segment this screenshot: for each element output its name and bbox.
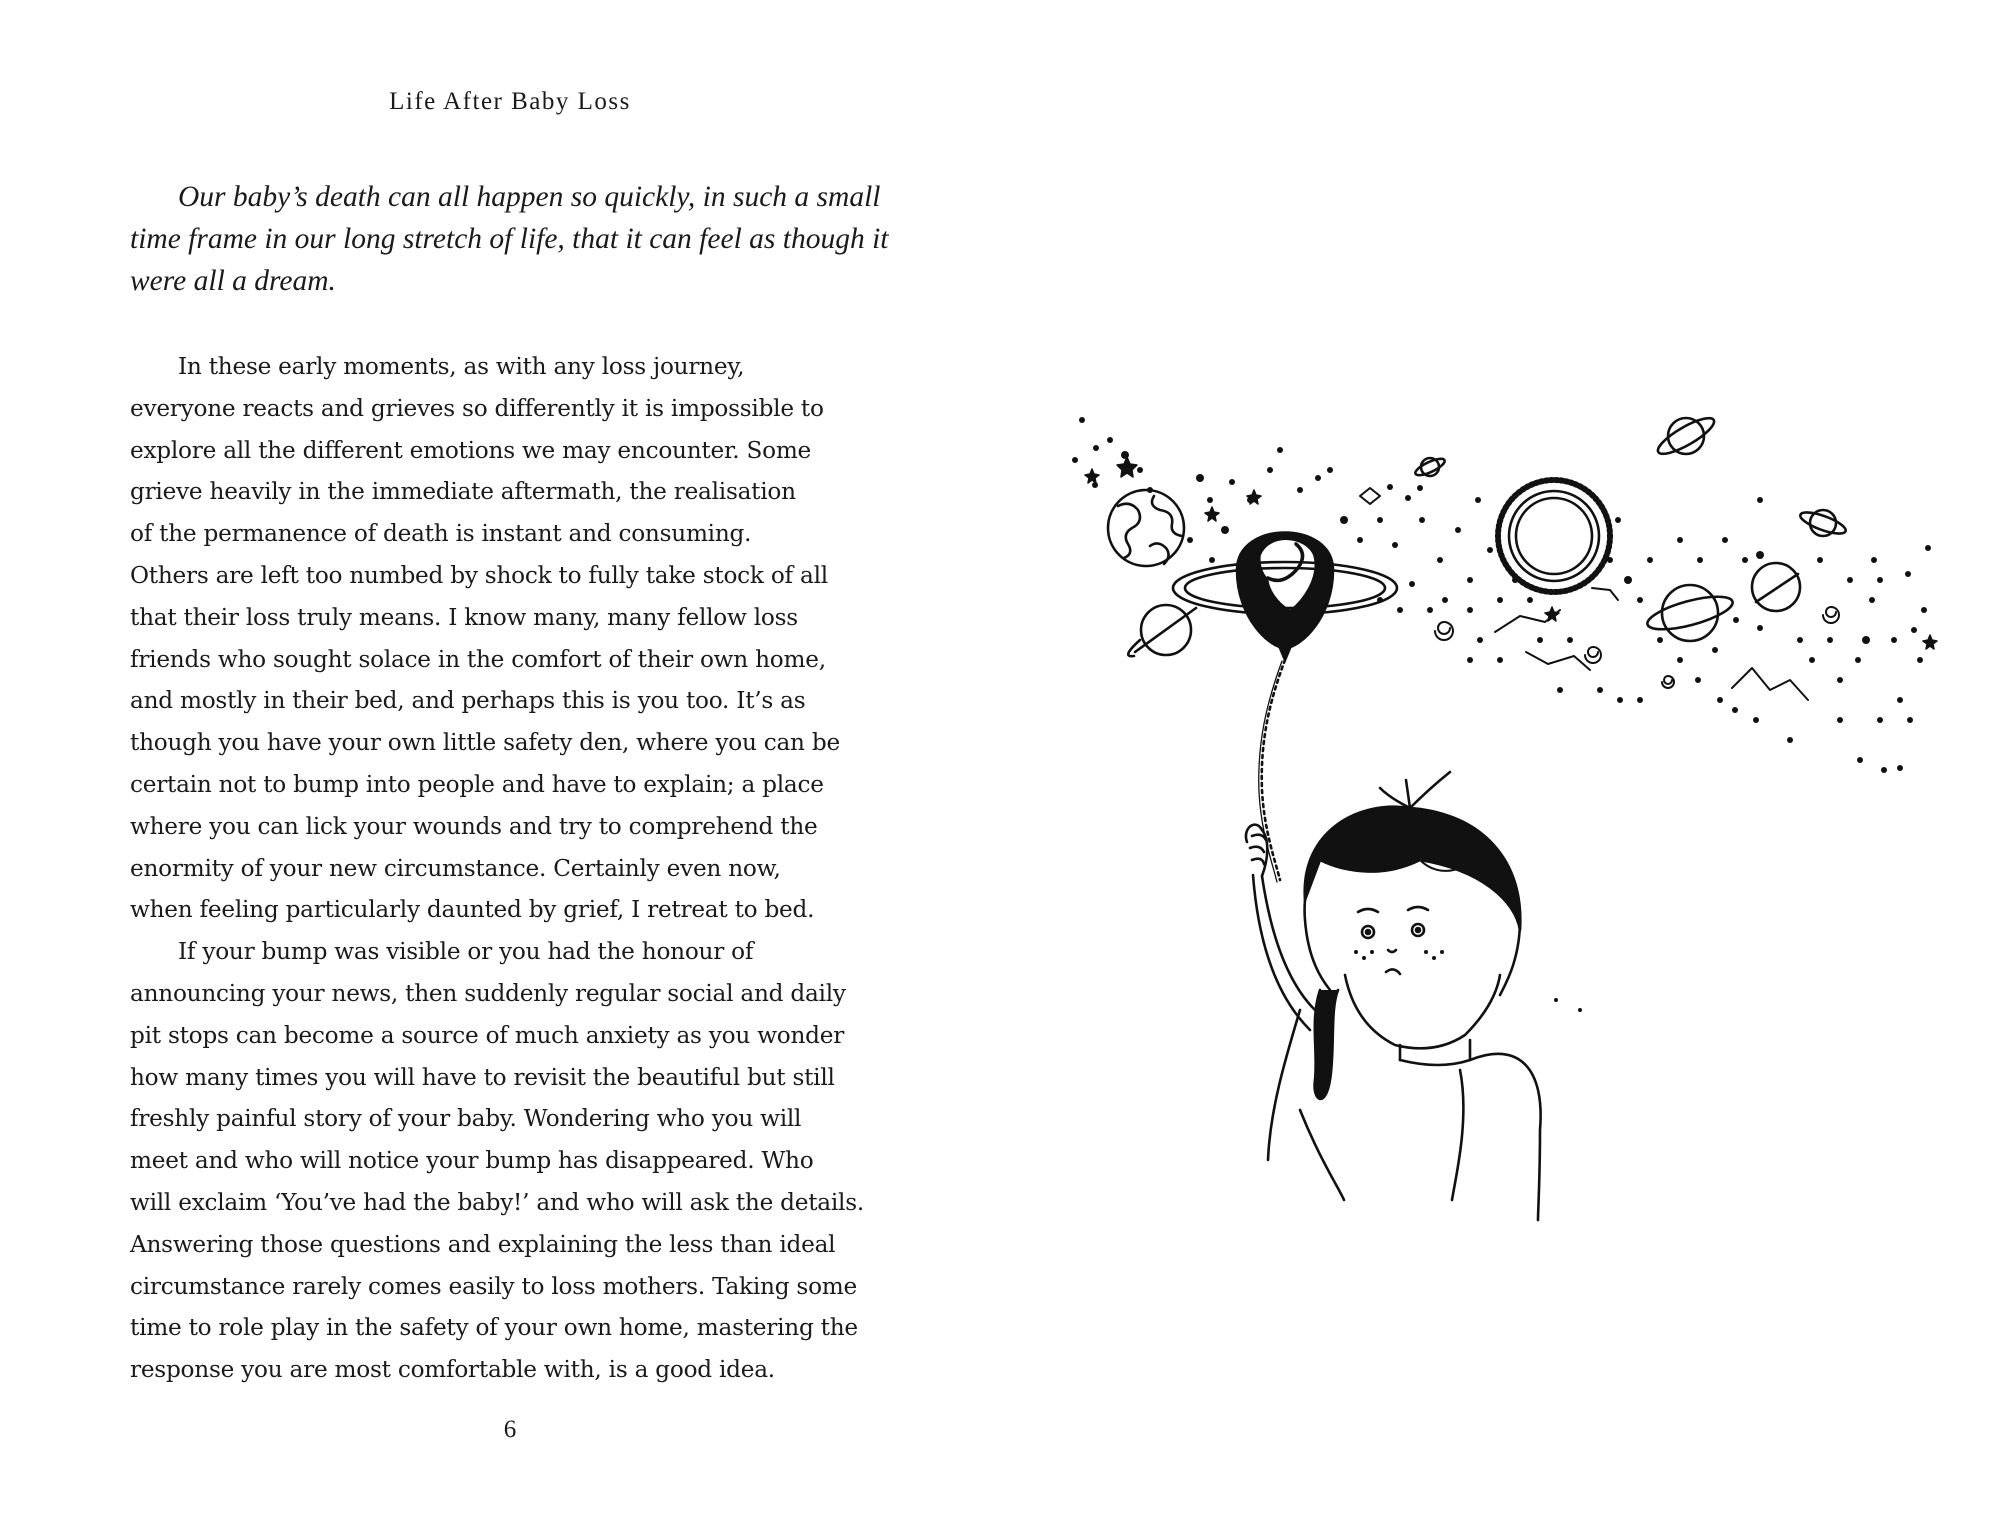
text-line: In these early moments, as with any loss journey,	[178, 353, 745, 380]
text-line: friends who sought solace in the comfort of their own home,	[130, 645, 826, 673]
text-line: freshly painful story of your baby. Wondering who you will	[130, 1105, 802, 1133]
planet-icon	[1752, 563, 1800, 611]
text-line: announcing your news, then suddenly regular social and daily	[130, 979, 846, 1007]
saturn-icon	[1644, 585, 1735, 641]
paragraph	[130, 931, 900, 1391]
earth-icon	[1108, 490, 1184, 566]
text-line: and mostly in their bed, and perhaps this is you too. It’s as	[130, 687, 806, 715]
star-dots	[1072, 417, 1931, 773]
text-line: If your bump was visible or you had the honour of	[178, 938, 754, 966]
text-line: how many times you will have to revisit the beautiful but still	[130, 1063, 835, 1091]
text-line: of the permanence of death is instant and consuming.	[130, 520, 752, 548]
saturn-icon	[1413, 456, 1446, 479]
paragraph	[130, 346, 900, 931]
text-line: meet and who will notice your bump has disappeared. Who	[130, 1147, 814, 1175]
body-text	[130, 346, 900, 1391]
epigraph-line: small time frame in our long stretch of life, that it can feel	[130, 181, 881, 255]
text-line: pit stops can become a source of much anxiety as you wonder	[130, 1021, 845, 1049]
epigraph-line: Our baby’s death can all happen so quickly, in such a	[178, 181, 810, 213]
freckles-icon	[1354, 950, 1444, 960]
text-line: explore all the different emotions we may encounter. Some	[130, 436, 812, 464]
saturn-icon	[1654, 412, 1718, 460]
text-line: will exclaim ‘You’ve had the baby!’ and who will ask the details.	[130, 1188, 864, 1216]
text-line: enormity of your new circumstance. Certainly even now,	[130, 854, 781, 882]
right-page	[1000, 0, 2000, 1521]
accent-dots	[1554, 998, 1582, 1012]
text-line: everyone reacts and grieves so differently it is impossible to	[130, 394, 824, 422]
text-line: though you have your own little safety den, where you can be	[130, 729, 840, 757]
constellation-icon	[1360, 488, 1808, 700]
text-line: grieve heavily in the immediate aftermath, the realisation	[130, 478, 796, 506]
planet-icon	[1128, 605, 1196, 656]
text-line: time to role play in the safety of your own home, mastering the	[130, 1314, 858, 1342]
text-line: certain not to bump into people and have to explain; a place	[130, 770, 824, 798]
sun-icon	[1498, 480, 1610, 592]
girl-icon	[1246, 772, 1541, 1220]
spiral-icon	[1435, 607, 1839, 688]
epigraph-line: as though it were all a dream.	[130, 223, 889, 297]
page-number: 6	[503, 1416, 517, 1443]
text-line: that their loss truly means. I know many, many fellow loss	[130, 603, 798, 631]
text-line: response you are most comfortable with, is a good idea.	[130, 1356, 775, 1384]
epigraph	[130, 176, 900, 302]
text-line: when feeling particularly daunted by grief, I retreat to bed.	[130, 896, 815, 924]
text-line: Answering those questions and explaining the less than ideal	[130, 1230, 836, 1258]
girl-with-balloon-illustration	[1000, 0, 2000, 1521]
text-line: where you can lick your wounds and try to comprehend the	[130, 812, 818, 840]
saturn-icon	[1798, 508, 1848, 538]
text-line: Others are left too numbed by shock to fully take stock of all	[130, 561, 828, 589]
text-line: circumstance rarely comes easily to loss mothers. Taking some	[130, 1272, 857, 1300]
running-head: Life After Baby Loss	[389, 88, 631, 115]
